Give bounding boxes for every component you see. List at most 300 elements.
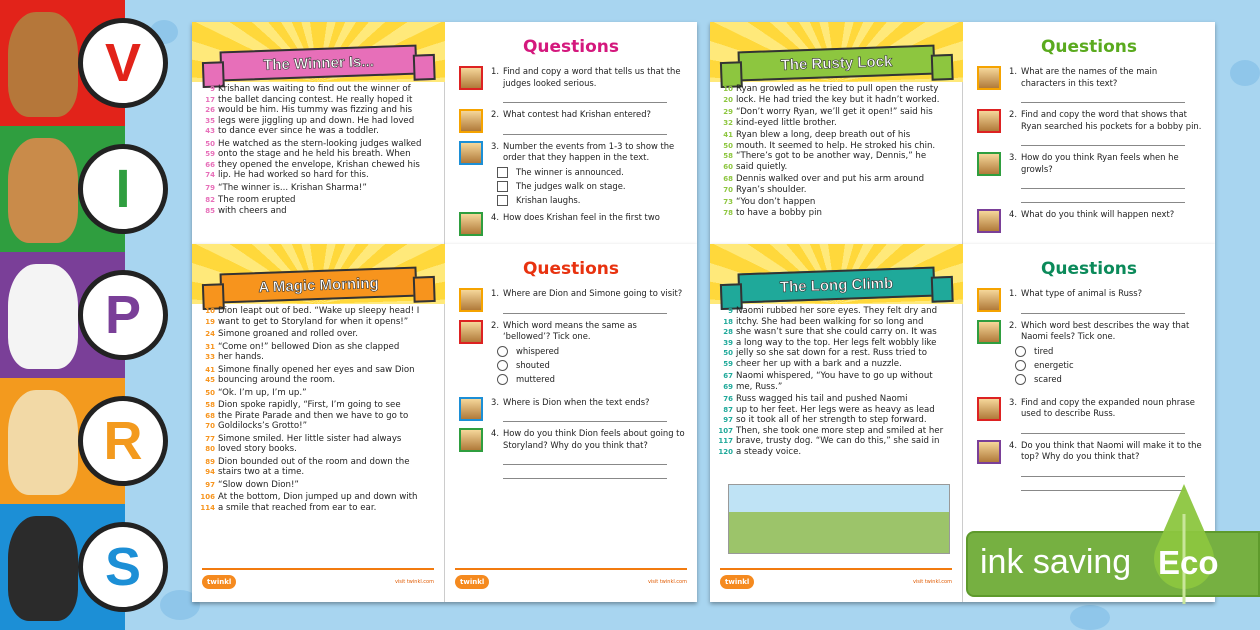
question-item xyxy=(445,212,697,236)
story-line xyxy=(200,365,438,376)
story-line xyxy=(718,151,956,162)
story-panel xyxy=(192,244,445,602)
radio-button[interactable] xyxy=(497,374,508,385)
story-paragraph xyxy=(200,365,438,386)
word-count: 19 xyxy=(205,317,215,326)
story-line-text: Ryan’s shoulder. xyxy=(736,184,807,195)
tick-option[interactable] xyxy=(497,346,685,357)
question-text xyxy=(491,212,685,224)
character-icon xyxy=(977,320,1001,344)
word-count: 50 xyxy=(205,388,215,397)
word-count: 32 xyxy=(723,118,733,127)
header-illustration xyxy=(710,244,963,304)
story-line xyxy=(718,338,956,349)
word-count: 97 xyxy=(205,480,215,489)
radio-button[interactable] xyxy=(497,346,508,357)
story-line-text: Naomi rubbed her sore eyes. They felt dry and xyxy=(736,306,938,316)
question-body xyxy=(491,141,685,206)
question-body xyxy=(1009,397,1203,434)
story-line xyxy=(718,436,956,447)
number-box[interactable] xyxy=(497,181,508,192)
answer-line[interactable] xyxy=(1021,93,1185,103)
tick-option[interactable] xyxy=(497,360,685,371)
story-panel xyxy=(710,244,963,602)
question-item xyxy=(445,66,697,103)
story-line-text: lock. He had tried the key but it hadn’t worked. xyxy=(736,94,940,105)
story-line xyxy=(200,492,438,503)
story-paragraph xyxy=(200,457,438,478)
order-option[interactable] xyxy=(497,181,685,192)
question-body xyxy=(491,212,685,236)
question-number: 4. xyxy=(1009,439,1017,450)
question-text xyxy=(491,288,685,300)
word-count: 58 xyxy=(723,152,733,160)
story-line xyxy=(718,84,956,95)
story-paragraph xyxy=(200,329,438,340)
story-paragraph xyxy=(718,174,956,195)
story-line xyxy=(200,306,438,317)
card-magic-morning xyxy=(192,244,697,602)
story-line xyxy=(200,480,438,491)
story-paragraph xyxy=(200,84,438,137)
questions-panel xyxy=(963,22,1215,244)
question-text xyxy=(491,397,685,409)
question-text xyxy=(1009,152,1203,175)
word-count: 59 xyxy=(723,359,733,368)
answer-line[interactable] xyxy=(503,93,667,103)
question-label: How do you think Dion feels about going to Storyland? Why do you think that? xyxy=(503,428,685,450)
question-label: Which word means the same as ‘bellowed’? Tick one. xyxy=(503,319,637,341)
word-count: 68 xyxy=(723,175,733,183)
question-label: What do you think will happen next? xyxy=(1021,209,1175,219)
word-count: 66 xyxy=(205,160,215,169)
character-icon xyxy=(459,66,483,90)
story-paragraph xyxy=(718,130,956,172)
answer-line[interactable] xyxy=(1021,424,1185,434)
story-line-text: He watched as the stern-looking judges walked xyxy=(218,138,422,149)
paw-print-icon xyxy=(1070,605,1110,630)
question-label: What are the names of the main characters in this text? xyxy=(1021,66,1158,88)
story-paragraph xyxy=(718,394,956,457)
answer-line[interactable] xyxy=(1021,136,1185,146)
story-paragraph xyxy=(200,342,438,363)
question-label: Which word best describes the way that Naomi feels? Tick one. xyxy=(1021,319,1190,341)
story-line xyxy=(200,467,438,478)
story-line xyxy=(200,444,438,455)
card-footer xyxy=(720,568,952,594)
option-label: The judges walk on stage. xyxy=(516,180,626,191)
story-line-text: Simone groaned and rolled over. xyxy=(218,329,359,339)
question-text xyxy=(491,320,685,343)
story-paragraph xyxy=(718,107,956,128)
header-illustration xyxy=(192,244,445,304)
question-number: 2. xyxy=(491,319,499,330)
word-count: 78 xyxy=(723,208,733,217)
answer-line[interactable] xyxy=(503,469,667,479)
option-label: scared xyxy=(1034,373,1062,384)
answer-line[interactable] xyxy=(503,125,667,135)
question-item xyxy=(445,288,697,314)
word-count: 97 xyxy=(723,416,733,424)
story-line-text: the Pirate Parade and then we have to go to xyxy=(218,410,409,421)
card-title: The Winner Is... xyxy=(220,45,418,82)
story-paragraph xyxy=(200,434,438,455)
question-label: Find and copy the expanded noun phrase used to describe Russ. xyxy=(1021,396,1195,418)
story-text xyxy=(718,84,956,220)
answer-line[interactable] xyxy=(1021,193,1185,203)
question-body xyxy=(1009,109,1203,146)
story-line-text: jelly so she sat down for a rest. Russ tried to xyxy=(736,348,928,358)
word-count: 60 xyxy=(723,162,733,171)
word-count: 117 xyxy=(718,437,733,445)
question-number: 4. xyxy=(1009,209,1017,219)
story-line xyxy=(200,352,438,363)
question-body xyxy=(491,288,685,314)
question-item xyxy=(963,288,1215,314)
story-line-text: her hands. xyxy=(218,352,264,362)
word-count: 43 xyxy=(205,127,215,135)
story-line xyxy=(200,95,438,106)
story-line xyxy=(200,139,438,150)
story-line xyxy=(200,421,438,432)
questions-panel xyxy=(445,244,697,602)
story-line-text: legs were jiggling up and down. He had loved xyxy=(218,115,415,126)
question-text xyxy=(491,141,685,164)
character-icon xyxy=(459,212,483,236)
answer-line[interactable] xyxy=(1021,467,1185,477)
footer-site: visit twinkl.com xyxy=(394,579,434,585)
word-count: 87 xyxy=(723,405,733,414)
question-body xyxy=(491,109,685,135)
story-line xyxy=(718,107,956,118)
character-icon xyxy=(977,440,1001,464)
word-count: 29 xyxy=(723,108,733,116)
dog-character-icon xyxy=(8,264,78,369)
story-paragraph xyxy=(718,84,956,105)
story-line xyxy=(200,149,438,160)
story-line-text: loved story books. xyxy=(218,444,297,454)
story-line-text: would be him. His tummy was fizzing and his xyxy=(218,105,413,115)
story-line xyxy=(718,162,956,173)
question-label: How does Krishan feel in the first two xyxy=(503,211,660,222)
story-line-text: they opened the envelope, Krishan chewed his xyxy=(218,159,420,170)
vipers-letter-s: S xyxy=(78,522,168,612)
dog-character-icon xyxy=(8,138,78,243)
word-count: 77 xyxy=(205,434,215,443)
story-line-text: Ryan growled as he tried to pull open the rusty xyxy=(736,84,939,94)
word-count: 50 xyxy=(723,141,733,150)
question-label: Find and copy a word that tells us that the judges looked serious. xyxy=(503,66,681,88)
story-panel xyxy=(192,22,445,244)
story-line xyxy=(718,95,956,106)
radio-button[interactable] xyxy=(497,360,508,371)
story-line xyxy=(718,359,956,370)
tick-option[interactable] xyxy=(1015,360,1203,371)
dog-character-icon xyxy=(8,12,78,117)
eco-label: Eco xyxy=(1158,544,1219,581)
card-title: The Long Climb xyxy=(738,267,936,304)
story-paragraph xyxy=(200,306,438,327)
word-count: 114 xyxy=(200,503,215,512)
character-icon xyxy=(977,66,1001,90)
story-line-text: Then, she took one more step and smiled at her xyxy=(736,425,944,436)
question-item xyxy=(963,397,1215,434)
story-line-text: “You don’t happen xyxy=(736,197,816,207)
word-count: 31 xyxy=(205,342,215,351)
question-item xyxy=(445,397,697,423)
story-line-text: “There’s got to be another way, Dennis,” he xyxy=(736,151,927,161)
dog-character-icon xyxy=(8,390,78,495)
question-text xyxy=(1009,109,1203,132)
character-icon xyxy=(977,152,1001,176)
tick-option[interactable] xyxy=(1015,374,1203,385)
answer-line[interactable] xyxy=(1021,179,1185,189)
footer-site: visit twinkl.com xyxy=(647,579,687,585)
story-line-text: the ballet dancing contest. He really hoped it xyxy=(218,94,413,105)
story-paragraph xyxy=(200,480,438,491)
question-body xyxy=(1009,66,1203,103)
question-body xyxy=(1009,440,1203,491)
question-item xyxy=(963,109,1215,146)
story-paragraph xyxy=(200,492,438,513)
character-icon xyxy=(459,428,483,452)
option-label: shouted xyxy=(516,359,550,370)
question-item xyxy=(963,66,1215,103)
radio-button[interactable] xyxy=(1015,346,1026,357)
question-number: 3. xyxy=(491,396,499,407)
answer-line[interactable] xyxy=(503,304,667,314)
questions-title: Questions xyxy=(522,37,620,57)
word-count: 17 xyxy=(205,95,215,104)
card-rusty-lock xyxy=(710,22,1215,244)
story-line-text: kind-eyed little brother. xyxy=(736,117,837,128)
story-text xyxy=(200,84,438,218)
question-label: How do you think Ryan feels when he growls? xyxy=(1021,152,1179,174)
story-line-text: itchy. She had been walking for so long and xyxy=(736,316,924,327)
question-item xyxy=(963,440,1215,491)
word-count: 70 xyxy=(723,185,733,194)
story-line-text: cheer her up with a bark and a nuzzle. xyxy=(736,358,902,369)
questions-title: Questions xyxy=(522,259,620,279)
story-line-text: “Don’t worry Ryan, we’ll get it open!” said his xyxy=(736,107,933,117)
story-panel xyxy=(710,22,963,244)
word-count: 24 xyxy=(205,330,215,338)
card-winner-is xyxy=(192,22,697,244)
story-line-text: lip. He had worked so hard for this. xyxy=(218,170,369,180)
tick-option[interactable] xyxy=(1015,346,1203,357)
order-option[interactable] xyxy=(497,167,685,178)
story-line-text: Dennis walked over and put his arm around xyxy=(736,174,925,184)
story-text xyxy=(718,306,956,459)
question-number: 2. xyxy=(1009,319,1017,330)
story-line-text: “Ok. I’m up, I’m up.” xyxy=(218,387,307,398)
question-text xyxy=(1009,209,1203,221)
question-body xyxy=(491,428,685,479)
question-number: 2. xyxy=(491,109,499,119)
story-line xyxy=(718,208,956,219)
question-number: 3. xyxy=(491,140,499,151)
story-line xyxy=(718,415,956,426)
word-count: 9 xyxy=(210,85,215,93)
story-line-text: At the bottom, Dion jumped up and down with xyxy=(218,492,418,502)
word-count: 41 xyxy=(205,365,215,374)
story-line-text: bouncing around the room. xyxy=(218,375,336,385)
card-title: A Magic Morning xyxy=(220,267,418,304)
story-line xyxy=(718,371,956,382)
word-count: 68 xyxy=(205,411,215,420)
twinkl-logo: twinkl xyxy=(720,575,754,589)
story-line-text: onto the stage and he held his breath. When xyxy=(218,149,411,159)
character-icon xyxy=(459,397,483,421)
word-count: 39 xyxy=(723,338,733,347)
question-number: 2. xyxy=(1009,109,1017,119)
word-count: 79 xyxy=(205,183,215,192)
story-line-text: Ryan blew a long, deep breath out of his xyxy=(736,130,911,140)
option-label: tired xyxy=(1034,345,1054,356)
question-number: 4. xyxy=(491,211,499,222)
story-line xyxy=(200,434,438,445)
question-label: Do you think that Naomi will make it to the top? Why do you think that? xyxy=(1021,439,1202,461)
story-line xyxy=(200,411,438,422)
twinkl-logo: twinkl xyxy=(202,575,236,589)
option-label: muttered xyxy=(516,373,555,384)
story-line xyxy=(718,405,956,416)
word-count: 20 xyxy=(723,95,733,104)
question-text xyxy=(1009,288,1203,300)
story-line xyxy=(718,118,956,129)
option-label: Krishan laughs. xyxy=(516,194,581,205)
question-text xyxy=(1009,397,1203,420)
word-count: 85 xyxy=(205,206,215,215)
tick-option[interactable] xyxy=(497,374,685,385)
answer-line[interactable] xyxy=(503,412,667,422)
character-icon xyxy=(977,288,1001,312)
word-count: 18 xyxy=(723,317,733,326)
question-number: 4. xyxy=(491,428,499,438)
card-footer xyxy=(455,568,687,594)
story-line-text: “Come on!” bellowed Dion as she clapped xyxy=(218,341,400,352)
radio-button[interactable] xyxy=(1015,374,1026,385)
story-illustration xyxy=(728,484,950,554)
story-line xyxy=(200,388,438,399)
number-box[interactable] xyxy=(497,195,508,206)
number-box[interactable] xyxy=(497,167,508,178)
story-line-text: Dion bounded out of the room and down the xyxy=(218,456,410,467)
vipers-letter-v: V xyxy=(78,18,168,108)
question-number: 1. xyxy=(491,288,499,298)
question-text xyxy=(1009,66,1203,89)
word-count: 82 xyxy=(205,196,215,204)
questions-title: Questions xyxy=(1040,37,1138,57)
word-count: 9 xyxy=(728,307,733,315)
character-icon xyxy=(977,209,1001,233)
word-count: 50 xyxy=(205,139,215,148)
question-item xyxy=(963,320,1215,385)
question-body xyxy=(491,66,685,103)
story-paragraph xyxy=(200,388,438,399)
story-line-text: “The winner is... Krishan Sharma!” xyxy=(218,182,367,193)
story-line-text: Naomi whispered, “You have to go up without xyxy=(736,371,933,381)
question-number: 3. xyxy=(1009,152,1017,162)
story-line xyxy=(718,426,956,437)
story-line xyxy=(718,348,956,359)
story-line-text: Dion leapt out of bed. “Wake up sleepy head! I xyxy=(218,306,420,316)
word-count: 10 xyxy=(205,307,215,315)
story-line-text: mouth. It seemed to help. He stroked his chin. xyxy=(736,140,936,151)
story-line xyxy=(200,400,438,411)
header-illustration xyxy=(710,22,963,82)
story-line xyxy=(718,197,956,208)
word-count: 89 xyxy=(205,457,215,466)
twinkl-logo: twinkl xyxy=(455,575,489,589)
question-label: Number the events from 1-3 to show the order that they happen in the text. xyxy=(503,140,675,162)
story-line xyxy=(718,130,956,141)
question-text xyxy=(491,109,685,121)
answer-line[interactable] xyxy=(503,455,667,465)
radio-button[interactable] xyxy=(1015,360,1026,371)
question-number: 1. xyxy=(1009,288,1017,298)
story-line xyxy=(200,170,438,181)
question-item xyxy=(445,141,697,206)
story-paragraph xyxy=(718,306,956,369)
story-line xyxy=(200,503,438,514)
question-text xyxy=(491,66,685,89)
question-label: Where is Dion when the text ends? xyxy=(503,396,650,407)
answer-line[interactable] xyxy=(1021,304,1185,314)
footer-site: visit twinkl.com xyxy=(912,579,952,585)
story-line-text: a smile that reached from ear to ear. xyxy=(218,502,377,513)
story-line xyxy=(718,447,956,458)
story-line-text: a long way to the top. Her legs felt wobbly like xyxy=(736,337,937,348)
question-text xyxy=(1009,440,1203,463)
order-option[interactable] xyxy=(497,195,685,206)
story-line xyxy=(718,306,956,317)
header-illustration xyxy=(192,22,445,82)
word-count: 50 xyxy=(723,349,733,357)
story-line-text: a steady voice. xyxy=(736,446,802,457)
questions-title: Questions xyxy=(1040,259,1138,279)
question-body xyxy=(491,397,685,423)
story-line xyxy=(200,375,438,386)
word-count: 74 xyxy=(205,171,215,179)
character-icon xyxy=(459,109,483,133)
story-line xyxy=(718,185,956,196)
story-line xyxy=(200,105,438,116)
story-line xyxy=(200,116,438,127)
character-icon xyxy=(977,397,1001,421)
question-body xyxy=(1009,320,1203,385)
question-body xyxy=(491,320,685,385)
word-count: 69 xyxy=(723,382,733,391)
story-line xyxy=(200,183,438,194)
story-line-text: me, Russ.” xyxy=(736,381,783,392)
word-count: 58 xyxy=(205,401,215,409)
story-line xyxy=(200,206,438,217)
question-body xyxy=(1009,152,1203,203)
word-count: 10 xyxy=(723,85,733,93)
word-count: 107 xyxy=(718,426,733,435)
story-paragraph xyxy=(200,400,438,432)
story-line xyxy=(718,317,956,328)
story-text xyxy=(200,306,438,515)
story-line xyxy=(200,126,438,137)
question-text xyxy=(491,428,685,451)
story-paragraph xyxy=(718,371,956,392)
question-item xyxy=(963,209,1215,233)
story-line-text: Goldilocks’s Grotto!” xyxy=(218,421,308,431)
story-line-text: stairs two at a time. xyxy=(218,467,305,477)
character-icon xyxy=(977,109,1001,133)
